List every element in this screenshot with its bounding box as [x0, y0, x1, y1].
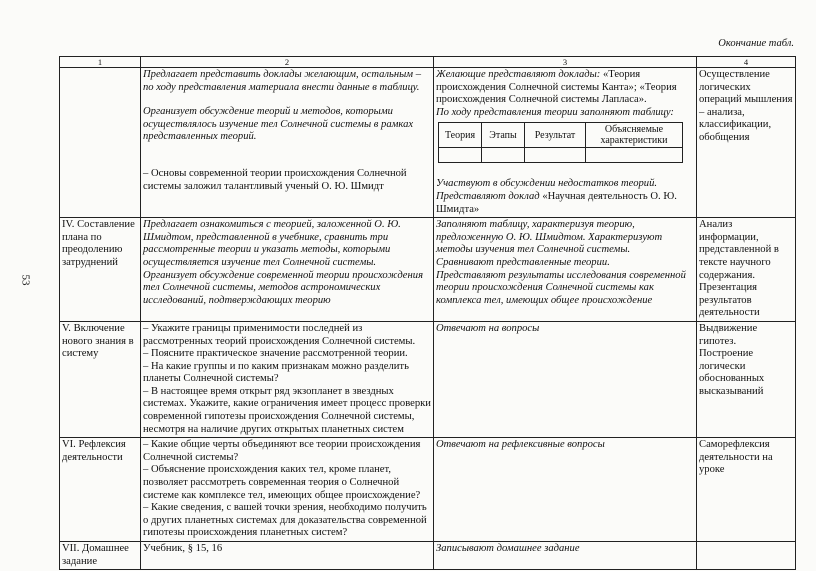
theory-table-cell	[525, 148, 586, 163]
result-text: Выдвижение гипотез.	[699, 322, 758, 347]
students-cell	[434, 68, 697, 218]
students-text-part: Представляют доклад	[436, 190, 540, 202]
teacher-text: Предлагает представить доклады желающим, остальным – по ходу представления материала внести данные в таблицу.	[143, 69, 421, 93]
students-text-part: «Научная деятельность О. Ю. Шмидта»	[436, 190, 677, 215]
table-row	[60, 542, 796, 570]
result-cell: Осуществление логических операций мышления – анализа, классификации, обобщения	[697, 68, 796, 218]
teacher-text: Организует обсуждение современной теории происхождения тел Солнечной системы, методов астрономических исследований, подтверждающих теорию	[143, 269, 423, 306]
teacher-question: – В настоящее время открыт ряд экзопланет в звездных системах. Укажите, какие ограничения имеет процесс проверки современной гипотезы происхождения Солнечной системы, несмотря на наличие других открытых планетных систем	[143, 385, 431, 435]
result-cell: Саморефлексия деятельности на уроке	[697, 438, 796, 542]
teacher-cell	[141, 321, 434, 437]
theory-table-cell	[586, 148, 683, 163]
teacher-text: Предлагает ознакомиться с теорией, заложенной О. Ю. Шмидтом, представленной в учебнике, сравнить три рассмотренные теории и указать методы, которыми осуществляется изучение тел Солнечной системы.	[143, 219, 401, 268]
column-number: 3	[434, 57, 697, 68]
students-cell: Отвечают на рефлексивные вопросы	[434, 438, 697, 542]
result-text: Построение логически обоснованных высказываний	[699, 348, 765, 397]
theory-table-cell	[439, 148, 482, 163]
theory-table	[438, 122, 683, 163]
students-cell: Отвечают на вопросы	[434, 321, 697, 437]
students-text: Представляют результаты исследования современной теории происхождения Солнечной системы как комплекса тел, имеющих общее происхождение	[436, 269, 686, 306]
column-number: 2	[141, 57, 434, 68]
theory-table-header-cell: Результат	[525, 123, 586, 148]
lesson-table	[59, 56, 796, 570]
students-text	[436, 69, 694, 107]
theory-table-cell	[482, 148, 525, 163]
stage-cell: VI. Рефлексия деятельности	[60, 438, 141, 542]
teacher-cell	[141, 68, 434, 218]
students-text	[436, 191, 694, 216]
theory-table-header-cell: Этапы	[482, 123, 525, 148]
table-row	[60, 218, 796, 322]
students-cell	[434, 218, 697, 322]
result-cell: Анализ информации, представленной в тексте научного содержания. Презентация результатов деятельности	[697, 218, 796, 322]
table-caption: Окончание табл.	[718, 38, 794, 49]
teacher-question: – Какие сведения, с вашей точки зрения, необходимо получить о других планетных системах для доказательства современной гипотезы происхождения планетных систем?	[143, 502, 427, 539]
teacher-cell	[141, 438, 434, 542]
column-number: 1	[60, 57, 141, 68]
theory-table-header-cell: Теория	[439, 123, 482, 148]
table-row	[60, 438, 796, 542]
column-number: 4	[697, 57, 796, 68]
teacher-question: – Объяснение происхождения каких тел, кроме планет, позволяет рассмотреть современная теория о Солнечной системе как комплексе тел, имеющих общее происхождение?	[143, 464, 421, 501]
stage-cell	[60, 68, 141, 218]
teacher-cell	[141, 218, 434, 322]
stage-cell: VII. Домашнее задание	[60, 542, 141, 570]
table-row	[60, 321, 796, 437]
teacher-question: – На какие группы и по каким признакам можно разделить планеты Солнечной системы?	[143, 360, 409, 385]
teacher-cell: Учебник, § 15, 16	[141, 542, 434, 570]
result-cell	[697, 542, 796, 570]
teacher-text: – Основы современной теории происхождения Солнечной системы заложил талантливый ученый О. Ю. Шмидт	[143, 167, 407, 192]
table-row	[60, 68, 796, 218]
students-text-part: Желающие представляют доклады:	[436, 69, 601, 80]
theory-table-row	[439, 148, 683, 163]
teacher-text: Организует обсуждение теорий и методов, которыми осуществлялось изучение тел Солнечной системы в рамках представленных теорий.	[143, 106, 414, 143]
students-cell: Записывают домашнее задание	[434, 542, 697, 570]
column-number-row	[60, 57, 796, 68]
students-text: Сравнивают представленные теории.	[436, 256, 610, 268]
teacher-question: – Поясните практическое значение рассмотренной теории.	[143, 348, 408, 360]
students-text: Участвуют в обсуждении недостатков теорий.	[436, 178, 658, 190]
stage-cell: V. Включение нового знания в систему	[60, 321, 141, 437]
students-text: Заполняют таблицу, характеризуя теорию, предложенную О. Ю. Шмидтом. Характеризуют методы изучения тел Солнечной системы.	[436, 219, 663, 256]
teacher-question: – Укажите границы применимости последней из рассмотренных теорий происхождения Солнечной системы.	[143, 322, 416, 347]
teacher-question: – Какие общие черты объединяют все теории происхождения Солнечной системы?	[143, 439, 421, 463]
theory-table-header-cell: Объясняемые характеристики	[586, 123, 683, 148]
stage-cell: IV. Составление плана по преодолению затруднений	[60, 218, 141, 322]
students-text-part: «Теория происхождения Солнечной системы Канта»; «Теория происхождения Солнечной системы Лапласа».	[436, 69, 677, 106]
students-text: По ходу представления теории заполняют таблицу:	[436, 106, 674, 118]
page-number: 53	[19, 274, 32, 286]
result-cell	[697, 321, 796, 437]
theory-table-header	[439, 123, 683, 148]
